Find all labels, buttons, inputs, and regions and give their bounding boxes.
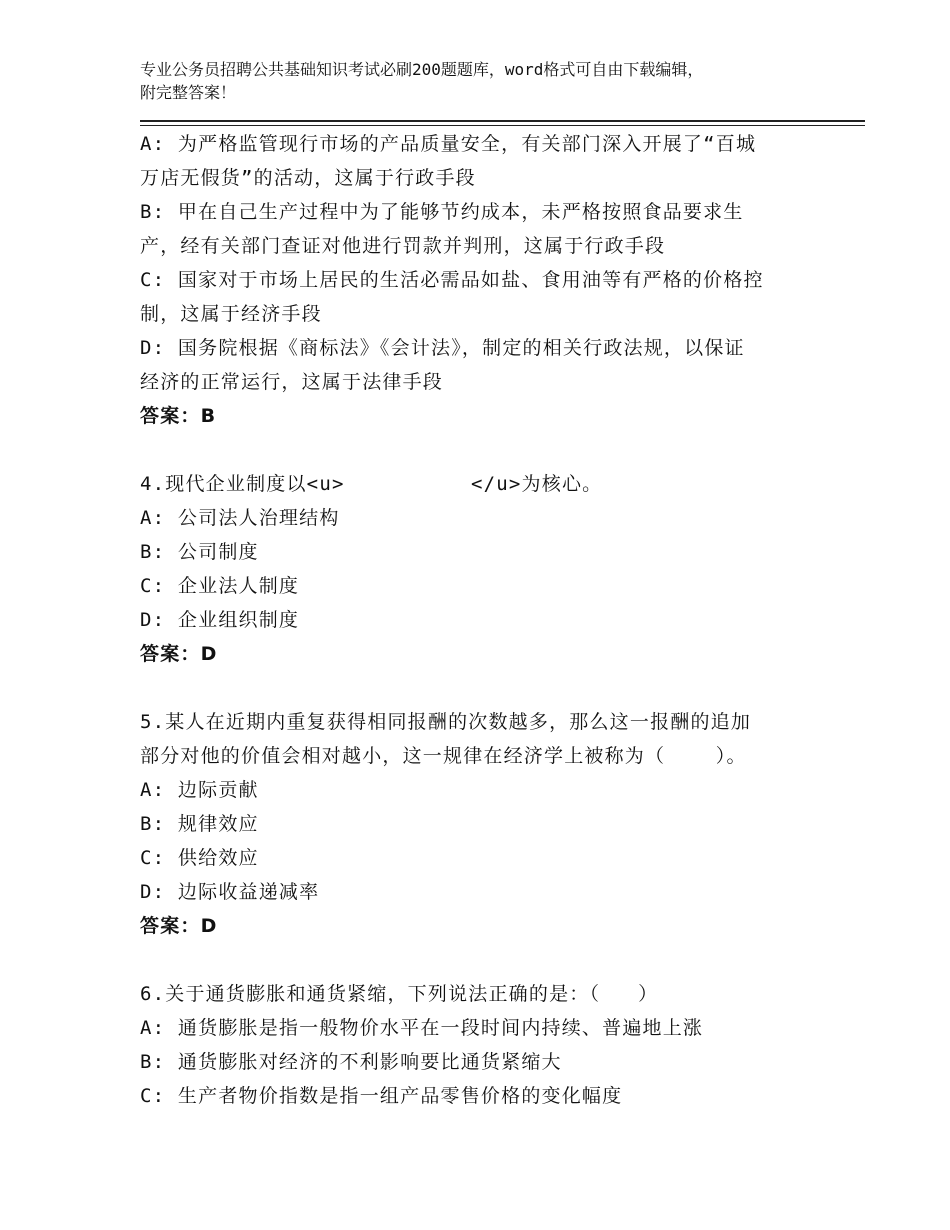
q5-option-c: C: 供给效应 — [140, 847, 259, 869]
q4-stem: 4.现代企业制度以<u> </u>为核心。 — [140, 473, 603, 495]
header-rule-thick — [140, 120, 865, 122]
q3-option-d-line-1: D: 国务院根据《商标法》《会计法》，制定的相关行政法规，以保证 — [140, 337, 745, 359]
q5-option-b: B: 规律效应 — [140, 813, 259, 835]
q4-answer: 答案：D — [140, 643, 218, 665]
header-line-2: 附完整答案！ — [140, 83, 237, 102]
q6-option-b: B: 通货膨胀对经济的不利影响要比通货紧缩大 — [140, 1051, 562, 1073]
spacer — [140, 943, 820, 977]
header-rule-thin — [140, 125, 865, 126]
q6-option-c: C: 生产者物价指数是指一组产品零售价格的变化幅度 — [140, 1085, 623, 1107]
q3-option-a-line-2: 万店无假货”的活动，这属于行政手段 — [140, 167, 476, 189]
page-header — [140, 58, 840, 104]
q4-option-b: B: 公司制度 — [140, 541, 259, 563]
q3-option-a-line-1: A: 为严格监管现行市场的产品质量安全，有关部门深入开展了“百城 — [140, 133, 757, 155]
q5-answer: 答案：D — [140, 915, 218, 937]
q6-option-a: A: 通货膨胀是指一般物价水平在一段时间内持续、普遍地上涨 — [140, 1017, 704, 1039]
q3-answer: 答案：B — [140, 405, 217, 427]
q6-stem: 6.关于通货膨胀和通货紧缩，下列说法正确的是：（ ） — [140, 983, 659, 1005]
spacer — [140, 671, 820, 705]
q4-option-d: D: 企业组织制度 — [140, 609, 300, 631]
q5-stem-line-2: 部分对他的价值会相对越小，这一规律在经济学上被称为（ ）。 — [140, 745, 747, 767]
spacer — [140, 433, 820, 467]
q4-option-c: C: 企业法人制度 — [140, 575, 300, 597]
q5-option-a: A: 边际贡献 — [140, 779, 259, 801]
header-line-1: 专业公务员招聘公共基础知识考试必刷200题题库，word格式可自由下载编辑， — [140, 60, 704, 79]
question-content — [140, 127, 820, 1113]
q3-option-d-line-2: 经济的正常运行，这属于法律手段 — [140, 371, 444, 393]
q3-option-b-line-1: B: 甲在自己生产过程中为了能够节约成本，未严格按照食品要求生 — [140, 201, 744, 223]
q3-option-c-line-1: C: 国家对于市场上居民的生活必需品如盐、食用油等有严格的价格控 — [140, 269, 764, 291]
q5-option-d: D: 边际收益递减率 — [140, 881, 320, 903]
q4-option-a: A: 公司法人治理结构 — [140, 507, 340, 529]
q5-stem-line-1: 5.某人在近期内重复获得相同报酬的次数越多，那么这一报酬的追加 — [140, 711, 752, 733]
q3-option-c-line-2: 制，这属于经济手段 — [140, 303, 322, 325]
q3-option-b-line-2: 产，经有关部门查证对他进行罚款并判刑，这属于行政手段 — [140, 235, 666, 257]
